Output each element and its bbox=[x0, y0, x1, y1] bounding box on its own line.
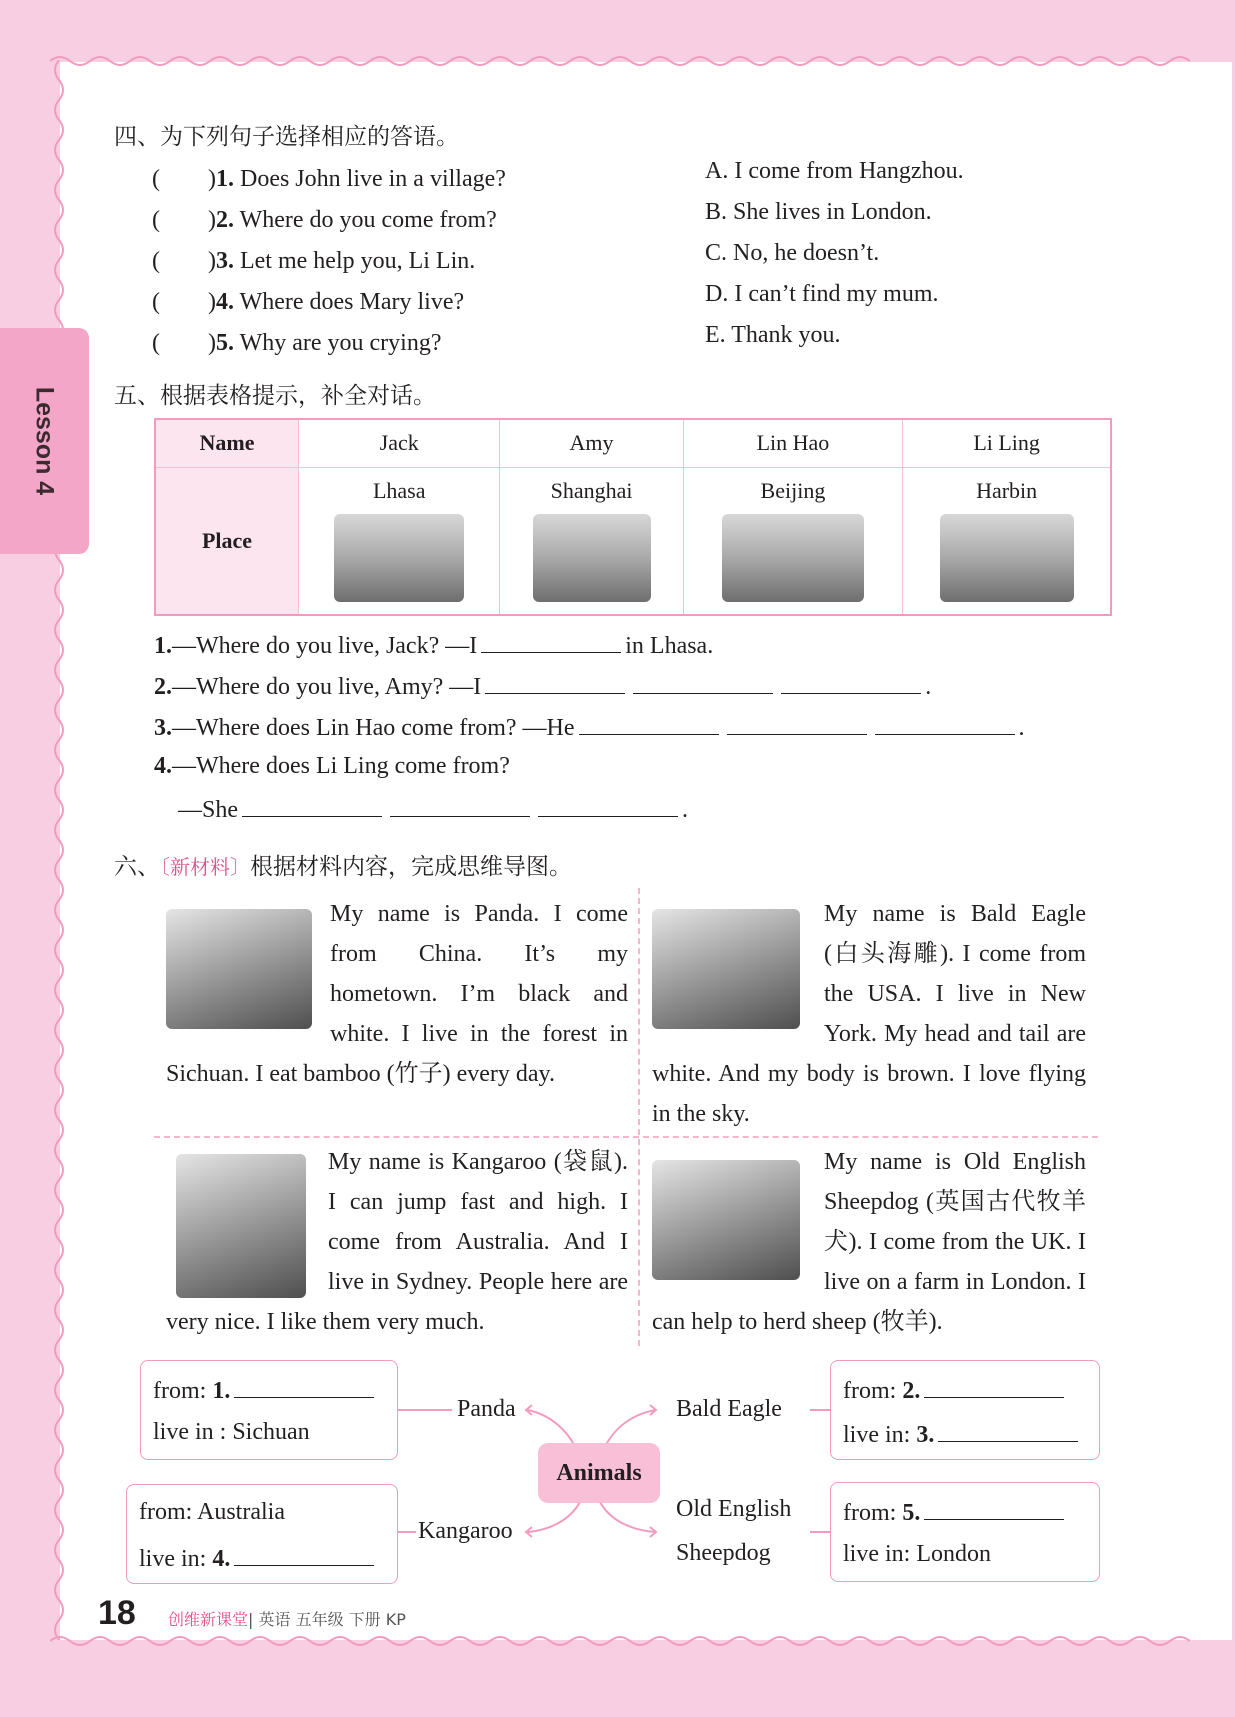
eagle-passage: My name is Bald Eagle (白头海雕). I come from the USA. I live in New York. My head and tail are white. And my body is brown. I love flying in the sky. bbox=[652, 901, 1086, 1127]
answer-blank[interactable] bbox=[727, 712, 867, 735]
question-text: Let me help you, Li Lin. bbox=[239, 248, 476, 274]
dialogue-2: 2.—Where do you live, Amy? —I . bbox=[154, 671, 931, 701]
answer-blank[interactable] bbox=[538, 794, 678, 817]
answer-blank[interactable] bbox=[481, 630, 621, 653]
lesson-side-tab[interactable] bbox=[0, 328, 89, 554]
sheepdog-label-2: Sheepdog bbox=[676, 1540, 771, 1566]
place-name: Beijing bbox=[760, 477, 826, 503]
sheepdog-info-box: from: 5. live in: London bbox=[830, 1482, 1100, 1582]
horizontal-divider bbox=[154, 1136, 1098, 1138]
question-row bbox=[152, 322, 441, 357]
panda-passage: My name is Panda. I come from China. It’s my hometown. I’m black and white. I live in the forest in Sichuan. I eat bamboo (竹子) every day. bbox=[166, 901, 628, 1087]
question-row bbox=[152, 240, 475, 275]
answer-blank[interactable] bbox=[938, 1419, 1078, 1442]
lesson-label: Lesson 4 bbox=[30, 386, 59, 496]
answer-paren[interactable]: ( ) bbox=[152, 207, 216, 233]
question-text: Why are you crying? bbox=[239, 330, 442, 356]
answer-paren[interactable]: ( ) bbox=[152, 166, 216, 192]
harbin-photo bbox=[940, 514, 1074, 602]
question-number: 2. bbox=[215, 207, 234, 233]
answer-option: A. I come from Hangzhou. bbox=[705, 158, 964, 184]
answer-blank[interactable] bbox=[242, 794, 382, 817]
place-name: Shanghai bbox=[550, 477, 633, 503]
dialogue-4: 4.—Where does Li Ling come from? bbox=[154, 753, 510, 779]
name-cell: Lin Hao bbox=[683, 419, 903, 467]
question-row bbox=[152, 199, 497, 234]
section4-title: 四、为下列句子选择相应的答语。 bbox=[114, 124, 459, 150]
panda-info-box: from: 1. live in : Sichuan bbox=[140, 1360, 398, 1460]
shanghai-photo bbox=[533, 514, 651, 602]
kangaroo-info-box: from: Australia live in: 4. bbox=[126, 1484, 398, 1584]
sheepdog-passage: My name is Old English Sheepdog (英国古代牧羊犬). I come from the UK. I live on a farm in London. I can help to herd sheep (牧羊). bbox=[652, 1149, 1086, 1335]
kangaroo-label: Kangaroo bbox=[418, 1518, 513, 1544]
answer-blank[interactable] bbox=[633, 671, 773, 694]
answer-blank[interactable] bbox=[390, 794, 530, 817]
section5-title: 五、根据表格提示，补全对话。 bbox=[114, 383, 436, 409]
dialogue-4-answer: —She . bbox=[178, 794, 688, 824]
answer-blank[interactable] bbox=[924, 1375, 1064, 1398]
name-cell: Amy bbox=[500, 419, 683, 467]
place-cell bbox=[683, 467, 903, 615]
question-number: 1. bbox=[215, 166, 234, 192]
section6-title: 六、〔新材料〕根据材料内容，完成思维导图。 bbox=[114, 854, 572, 880]
answer-blank[interactable] bbox=[234, 1375, 374, 1398]
place-header: Place bbox=[155, 467, 299, 615]
name-cell: Jack bbox=[299, 419, 500, 467]
answer-blank[interactable] bbox=[579, 712, 719, 735]
footer-text: 创维新课堂| 英语 五年级 下册 KP bbox=[168, 1610, 406, 1629]
dialogue-3: 3.—Where does Lin Hao come from? —He . bbox=[154, 712, 1025, 742]
beijing-photo bbox=[722, 514, 864, 602]
question-row bbox=[152, 281, 464, 316]
lhasa-photo bbox=[334, 514, 464, 602]
answer-blank[interactable] bbox=[485, 671, 625, 694]
place-cell bbox=[299, 467, 500, 615]
page-number: 18 bbox=[98, 1594, 136, 1632]
answer-option: D. I can’t find my mum. bbox=[705, 281, 939, 307]
answer-blank[interactable] bbox=[924, 1497, 1064, 1520]
question-number: 4. bbox=[215, 289, 234, 315]
place-name: Lhasa bbox=[372, 477, 426, 503]
question-number: 5. bbox=[215, 330, 234, 356]
name-header: Name bbox=[155, 419, 299, 467]
answer-paren[interactable]: ( ) bbox=[152, 330, 216, 356]
mindmap-center: Animals bbox=[538, 1443, 660, 1503]
question-text: Where do you come from? bbox=[239, 207, 497, 233]
question-text: Where does Mary live? bbox=[239, 289, 465, 315]
answer-paren[interactable]: ( ) bbox=[152, 248, 216, 274]
eagle-info-box: from: 2. live in: 3. bbox=[830, 1360, 1100, 1460]
question-row bbox=[152, 158, 506, 193]
footer-brand: 创维新课堂 bbox=[168, 1610, 249, 1629]
question-number: 3. bbox=[215, 248, 234, 274]
name-cell: Li Ling bbox=[903, 419, 1111, 467]
question-text: Does John live in a village? bbox=[239, 166, 506, 192]
place-cell bbox=[500, 467, 683, 615]
dialogue-1: 1.—Where do you live, Jack? —I in Lhasa. bbox=[154, 630, 713, 660]
answer-option: B. She lives in London. bbox=[705, 199, 932, 225]
sheepdog-label-1: Old English bbox=[676, 1496, 792, 1522]
panda-label: Panda bbox=[457, 1396, 516, 1422]
vertical-divider bbox=[638, 888, 640, 1346]
name-place-table bbox=[154, 418, 1112, 616]
answer-blank[interactable] bbox=[234, 1543, 374, 1566]
answer-blank[interactable] bbox=[875, 712, 1015, 735]
place-name: Harbin bbox=[976, 477, 1038, 503]
answer-blank[interactable] bbox=[781, 671, 921, 694]
new-material-tag: 〔新材料〕 bbox=[160, 855, 250, 879]
answer-paren[interactable]: ( ) bbox=[152, 289, 216, 315]
eagle-label: Bald Eagle bbox=[676, 1396, 782, 1422]
kangaroo-passage: My name is Kangaroo (袋鼠). I can jump fast and high. I come from Australia. And I live in Sydney. People here are very nice. I like them very much. bbox=[166, 1149, 628, 1335]
answer-option: C. No, he doesn’t. bbox=[705, 240, 880, 266]
place-cell bbox=[903, 467, 1111, 615]
answer-option: E. Thank you. bbox=[705, 322, 841, 348]
